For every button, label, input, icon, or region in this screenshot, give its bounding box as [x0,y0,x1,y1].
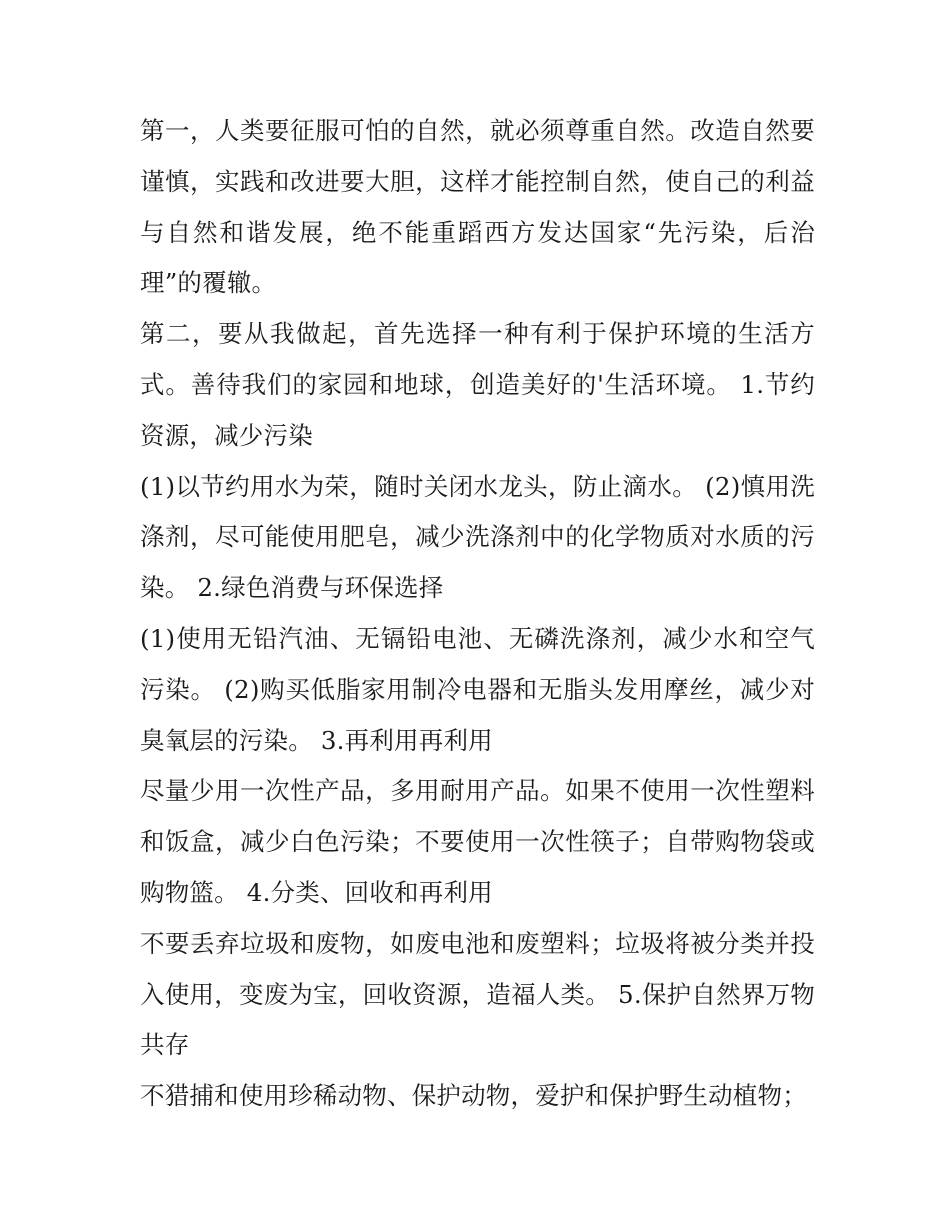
paragraph-respect-nature: 第一，人类要征服可怕的自然，就必须尊重自然。改造自然要谨慎，实践和改进要大胆，这样才能控制自然，使自己的利益与自然和谐发展，绝不能重蹈西方发达国家“先污染，后治理”的覆辙。 [140,116,815,298]
paragraph-reuse: 尽量少用一次性产品，多用耐用产品。如果不使用一次性塑料和饭盒，减少白色污染；不要使用一次性筷子；自带购物袋或购物篮。 4.分类、回收和再利用 [140,776,815,907]
paragraph-green-consumption: (1)使用无铅汽油、无镉铅电池、无磷洗涤剂，减少水和空气污染。 (2)购买低脂家用制冷电器和无脂头发用摩丝，减少对臭氧层的污染。 3.再利用再利用 [140,623,815,755]
paragraph-start-with-me: 第二，要从我做起，首先选择一种有利于保护环境的生活方式。善待我们的家园和地球，创造美好的'生活环境。 1.节约资源，减少污染 [140,319,815,450]
paragraph-protect-wildlife: 不猎捕和使用珍稀动物、保护动物，爱护和保护野生动植物； [140,1081,807,1111]
paragraph-recycling: 不要丢弃垃圾和废物，如废电池和废塑料；垃圾将被分类并投入使用，变废为宝，回收资源，造福人类。 5.保护自然界万物共存 [140,928,815,1060]
paragraph-save-water: (1)以节约用水为荣，随时关闭水龙头，防止滴水。 (2)慎用洗涤剂，尽可能使用肥皂，减少洗涤剂中的化学物质对水质的污染。 2.绿色消费与环保选择 [140,471,815,603]
document-body [140,106,815,1122]
